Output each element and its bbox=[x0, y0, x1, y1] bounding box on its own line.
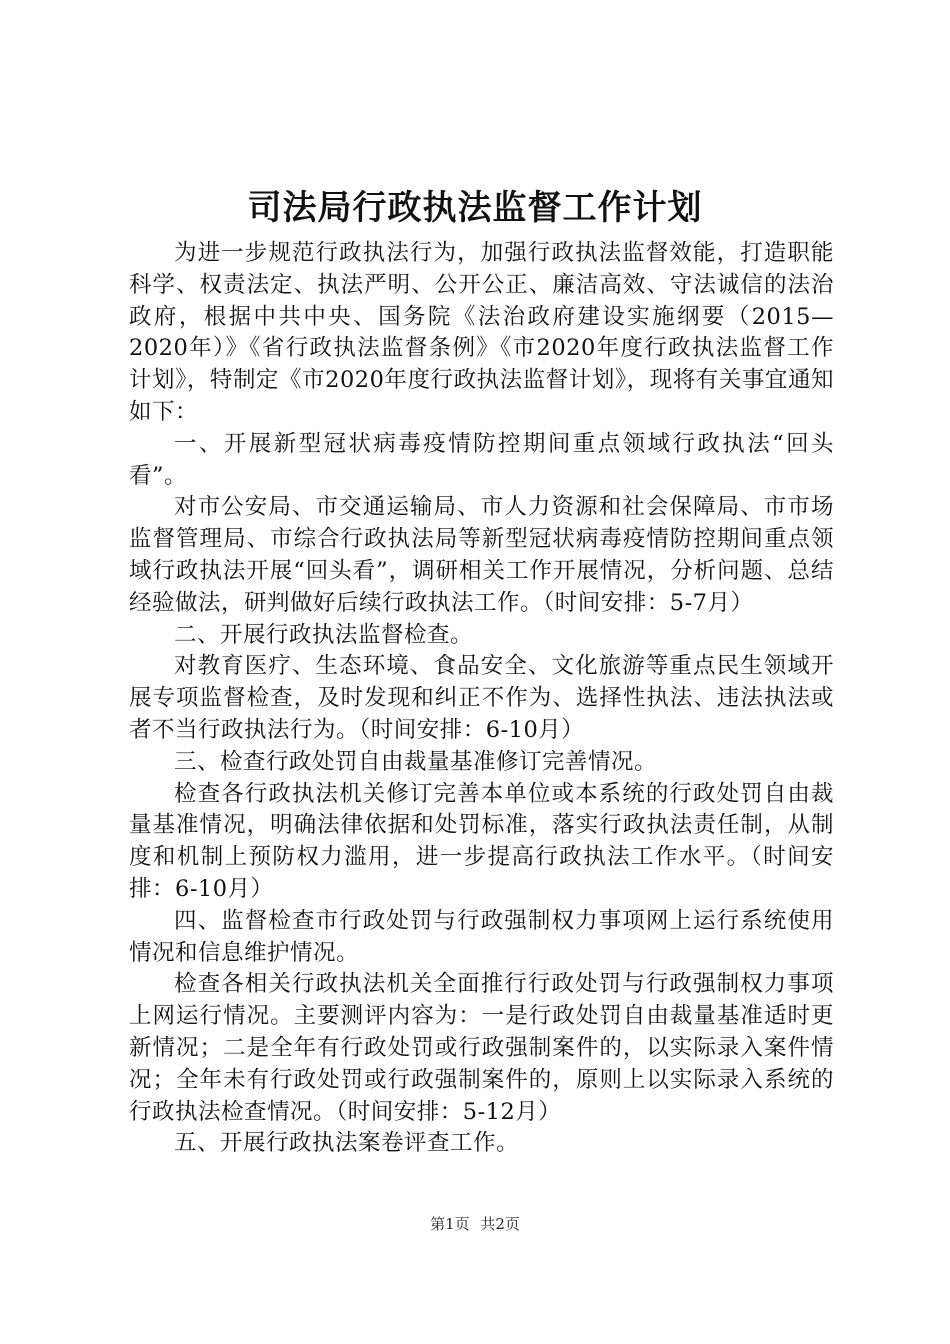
section-heading-4: 四、监督检查市行政处罚与行政强制权力事项网上运行系统使用情况和信息维护情况。 bbox=[129, 907, 834, 966]
section-heading-5: 五、开展行政执法案卷评查工作。 bbox=[174, 1130, 520, 1157]
page-footer bbox=[0, 1213, 950, 1235]
intro-paragraph: 为进一步规范行政执法行为，加强行政执法监督效能，打造职能科学、权责法定、执法严明、公开公正、廉洁高效、守法诚信的法治政府，根据中共中央、国务院《法治政府建设实施纲要（2015—2020年）》《省行政执法监督条例》《市2020年度行政执法监督工作计划》，特制定《市2020年度行政执法监督计划》，现将有关事宜通知如下： bbox=[129, 240, 834, 425]
page-number: 第1页 bbox=[430, 1215, 470, 1233]
section-heading-2: 二、开展行政执法监督检查。 bbox=[174, 621, 474, 648]
page-total: 共2页 bbox=[480, 1215, 520, 1233]
section-paragraph-3: 检查各行政执法机关修订完善本单位或本系统的行政处罚自由裁量基准情况，明确法律依据和处罚标准，落实行政执法责任制，从制度和机制上预防权力滥用，进一步提高行政执法工作水平。（时间安排：6-10月） bbox=[129, 780, 834, 902]
document-body bbox=[129, 238, 834, 1160]
section-paragraph-4: 检查各相关行政执法机关全面推行行政处罚与行政强制权力事项上网运行情况。主要测评内容为：一是行政处罚自由裁量基准适时更新情况；二是全年有行政处罚或行政强制案件的，以实际录入案件情况；全年未有行政处罚或行政强制案件的，原则上以实际录入系统的行政执法检查情况。（时间安排：5-12月） bbox=[129, 971, 834, 1125]
section-paragraph-2: 对教育医疗、生态环境、食品安全、文化旅游等重点民生领域开展专项监督检查，及时发现和纠正不作为、选择性执法、违法执法或者不当行政执法行为。（时间安排：6-10月） bbox=[129, 653, 834, 743]
section-heading-1: 一、开展新型冠状病毒疫情防控期间重点领域行政执法“回头看”。 bbox=[129, 430, 834, 489]
document-title: 司法局行政执法监督工作计划 bbox=[247, 188, 703, 228]
section-paragraph-1: 对市公安局、市交通运输局、市人力资源和社会保障局、市市场监督管理局、市综合行政执法局等新型冠状病毒疫情防控期间重点领域行政执法开展“回头看”，调研相关工作开展情况，分析问题、总结经验做法，研判做好后续行政执法工作。（时间安排：5-7月） bbox=[129, 494, 834, 616]
section-heading-3: 三、检查行政处罚自由裁量基准修订完善情况。 bbox=[174, 748, 658, 775]
